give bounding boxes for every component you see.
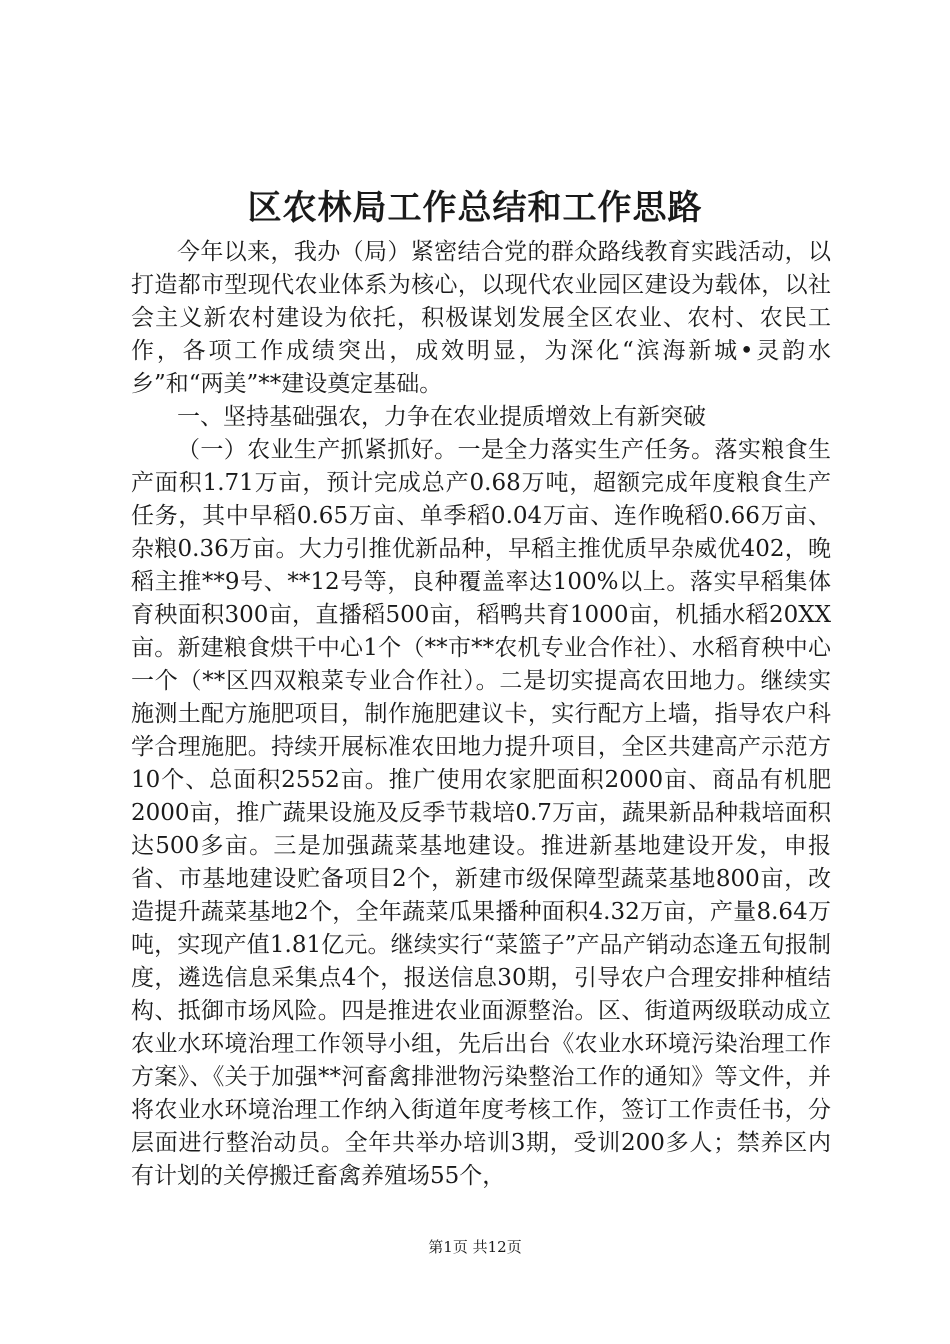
document-body	[131, 236, 831, 1193]
page-number-footer: 第1页 共12页	[428, 1238, 522, 1256]
body-paragraph: （一）农业生产抓紧抓好。一是全力落实生产任务。落实粮食生产面积1.71万亩，预计完成总产0.68万吨，超额完成年度粮食生产任务，其中早稻0.65万亩、单季稻0.04万亩、连作晚稻0.66万亩、杂粮0.36万亩。大力引推优新品种，早稻主推优质早杂威优402，晚稻主推**9号、**12号等，良种覆盖率达100%以上。落实早稻集体育秧面积300亩，直播稻500亩，稻鸭共育1000亩，机插水稻20XX亩。新建粮食烘干中心1个（**市**农机专业合作社）、水稻育秧中心一个（**区四双粮菜专业合作社）。二是切实提高农田地力。继续实施测土配方施肥项目，制作施肥建议卡，实行配方上墙，指导农户科学合理施肥。持续开展标准农田地力提升项目，全区共建高产示范方10个、总面积2552亩。推广使用农家肥面积2000亩、商品有机肥2000亩，推广蔬果设施及反季节栽培0.7万亩，蔬果新品种栽培面积达500多亩。三是加强蔬菜基地建设。推进新基地建设开发，申报省、市基地建设贮备项目2个，新建市级保障型蔬菜基地800亩，改造提升蔬菜基地2个，全年蔬菜瓜果播种面积4.32万亩，产量8.64万吨，实现产值1.81亿元。继续实行“菜篮子”产品产销动态逢五旬报制度，遴选信息采集点4个，报送信息30期，引导农户合理安排种植结构、抵御市场风险。四是推进农业面源整治。区、街道两级联动成立农业水环境治理工作领导小组，先后出台《农业水环境污染治理工作方案》、《关于加强**河畜禽排泄物污染整治工作的通知》等文件，并将农业水环境治理工作纳入街道年度考核工作，签订工作责任书，分层面进行整治动员。全年共举办培训3期，受训200多人；禁养区内有计划的关停搬迁畜禽养殖场55个，	[131, 437, 831, 1189]
document-title: 区农林局工作总结和工作思路	[247, 188, 703, 228]
intro-paragraph: 今年以来，我办（局）紧密结合党的群众路线教育实践活动，以打造都市型现代农业体系为核心，以现代农业园区建设为载体，以社会主义新农村建设为依托，积极谋划发展全区农业、农村、农民工作，各项工作成绩突出，成效明显，为深化“滨海新城•灵韵水乡”和“两美”**建设奠定基础。	[131, 239, 831, 397]
section-heading: 一、坚持基础强农，力争在农业提质增效上有新突破	[177, 404, 706, 430]
